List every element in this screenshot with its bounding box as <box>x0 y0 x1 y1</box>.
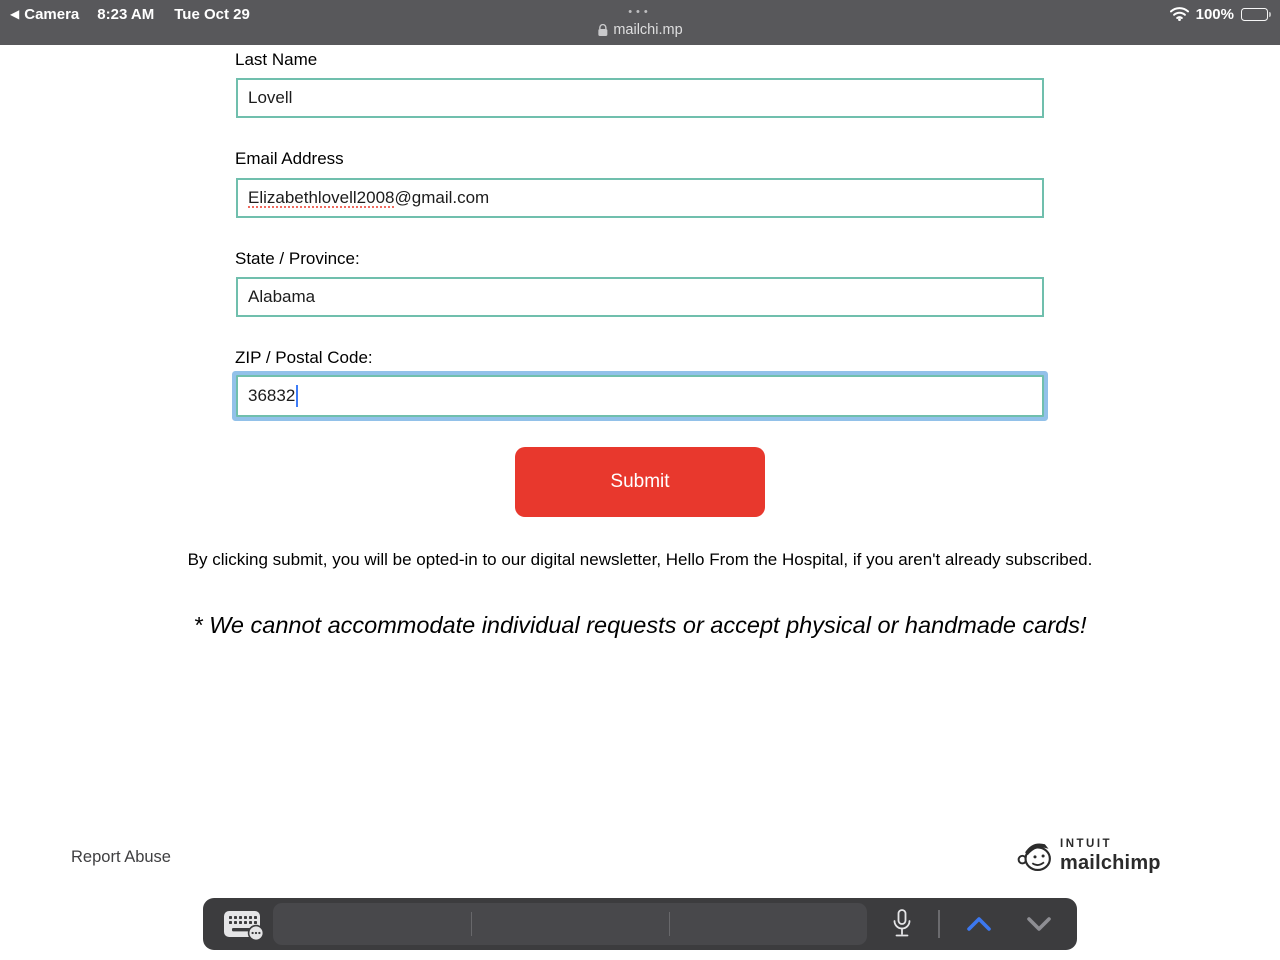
microphone-icon <box>891 908 913 940</box>
back-app-label: Camera <box>24 5 80 23</box>
zip-value: 36832 <box>248 386 296 405</box>
url-bar[interactable] <box>597 0 682 40</box>
newsletter-disclaimer: By clicking submit, you will be opted-in to our digital newsletter, Hello From the Hospital, if you aren't already subscribed. <box>187 550 1093 569</box>
wifi-icon <box>1170 7 1189 21</box>
dictation-button[interactable] <box>887 907 917 941</box>
chevron-down-icon <box>1026 915 1052 933</box>
mailchimp-freddie-icon <box>1017 838 1053 874</box>
text-cursor <box>296 385 298 407</box>
email-label: Email Address <box>235 149 344 168</box>
previous-field-button[interactable] <box>964 911 994 937</box>
domain-label: mailchi.mp <box>613 22 683 38</box>
zip-input[interactable] <box>236 375 1044 417</box>
predictive-text-bar <box>273 903 867 945</box>
last-name-input[interactable] <box>236 78 1044 118</box>
keyboard-icon <box>222 907 266 941</box>
page-dots: ••• <box>628 6 652 18</box>
prediction-slot-2[interactable] <box>471 903 669 945</box>
report-abuse-link[interactable]: Report Abuse <box>71 848 171 866</box>
back-to-app-button[interactable] <box>10 3 250 25</box>
state-label: State / Province: <box>235 249 360 268</box>
state-input[interactable] <box>236 277 1044 317</box>
back-triangle-icon: ◀ <box>10 7 20 21</box>
email-value-flagged: Elizabethlovell2008 <box>248 188 395 207</box>
status-bar <box>0 0 1280 45</box>
last-name-value: Lovell <box>248 88 293 107</box>
next-field-button[interactable] <box>1024 911 1054 937</box>
battery-percent-label: 100% <box>1195 5 1234 23</box>
submit-button[interactable]: Submit <box>515 447 765 517</box>
keyboard-settings-button[interactable] <box>221 906 267 942</box>
chevron-up-icon <box>966 915 992 933</box>
keyboard-accessory-bar <box>203 898 1077 950</box>
toolbar-divider <box>938 910 940 938</box>
email-value-rest: @gmail.com <box>394 188 490 207</box>
clock-time: 8:23 AM <box>97 5 155 23</box>
mailchimp-wordmark: mailchimp <box>1060 851 1161 874</box>
zip-label: ZIP / Postal Code: <box>235 348 373 367</box>
mailchimp-logo[interactable] <box>1017 838 1161 874</box>
intuit-wordmark: INTUIT <box>1060 838 1113 851</box>
email-input[interactable] <box>236 178 1044 218</box>
lock-icon <box>597 24 608 37</box>
last-name-label: Last Name <box>235 50 318 69</box>
battery-icon <box>1241 8 1268 21</box>
prediction-slot-1[interactable] <box>273 903 471 945</box>
prediction-slot-3[interactable] <box>669 903 867 945</box>
note-text: * We cannot accommodate individual requests or accept physical or handmade cards! <box>193 612 1087 638</box>
status-indicators <box>1170 3 1268 25</box>
clock-date: Tue Oct 29 <box>174 5 250 23</box>
state-value: Alabama <box>248 287 316 306</box>
